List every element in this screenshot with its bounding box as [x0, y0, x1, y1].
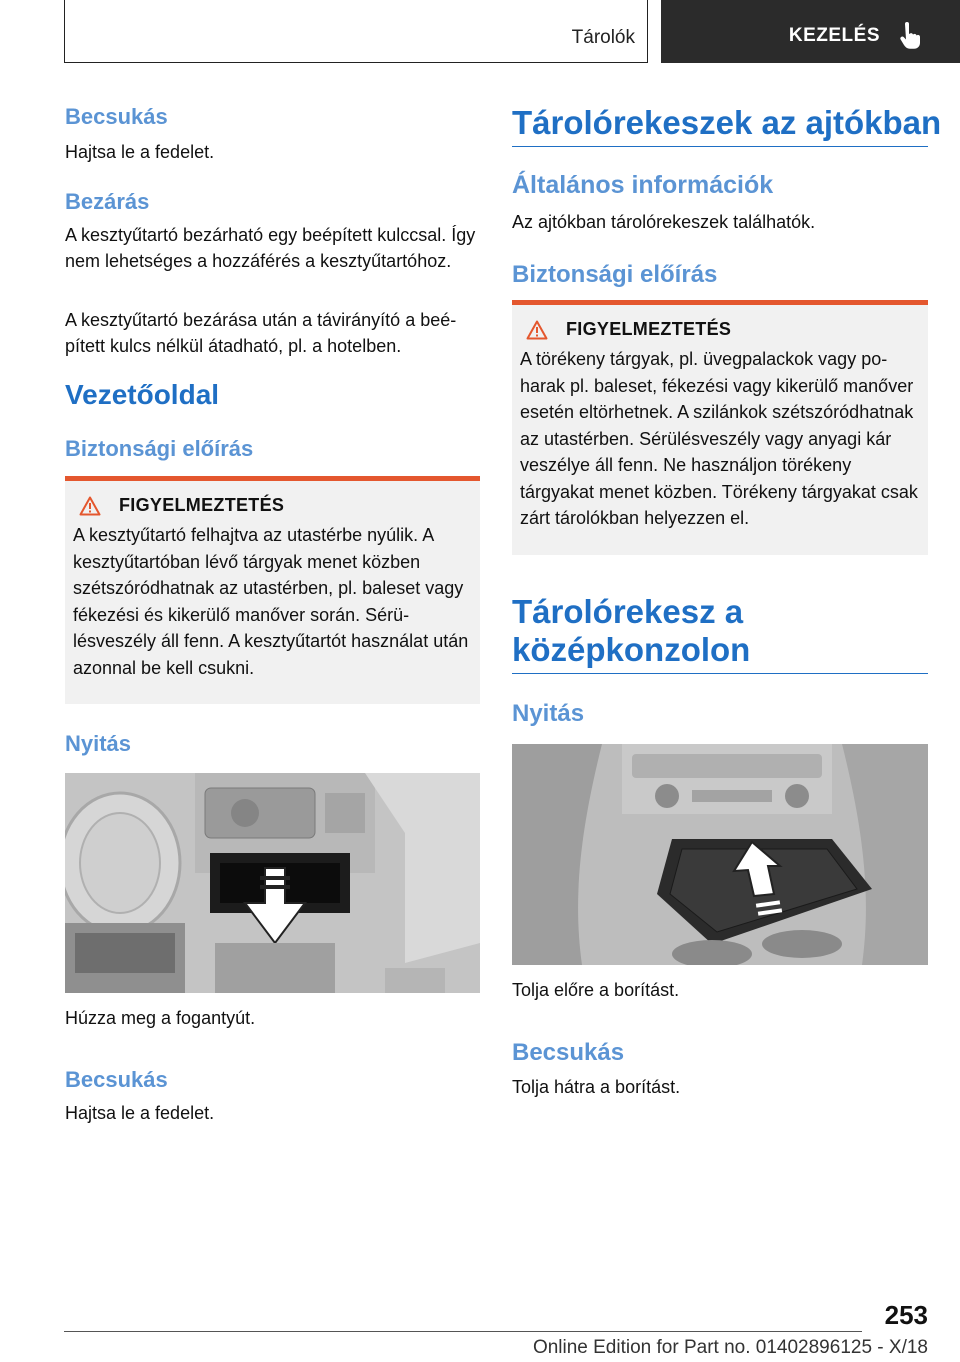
warning-label-right: FIGYELMEZTETÉS	[566, 319, 732, 339]
warning-box-right	[512, 305, 928, 555]
general-info-text: Az ajtókban tárolórekeszek találhatók.	[512, 212, 816, 232]
page-number: 253	[884, 1300, 928, 1330]
lock-text-1: A kesztyűtartó bezárható egy beépített kulccsal. Így nem lehetséges a hozzáférés a kesztyűtartóhoz.	[65, 225, 476, 271]
warning-triangle-icon	[79, 496, 101, 516]
title-rule-2	[512, 673, 928, 674]
warning-label-left: FIGYELMEZTETÉS	[119, 495, 285, 515]
open-caption-left: Húzza meg a fogantyút.	[65, 1008, 256, 1028]
lock-heading: Bezárás	[65, 189, 150, 214]
title-rule-1	[512, 146, 928, 147]
lock-text-2: A kesztyűtartó bezárása után a távirányító a beépített kulcs nélkül átadható, pl. a hotelben.	[65, 310, 457, 356]
header-section-box	[64, 0, 648, 63]
open-heading-right: Nyitás	[512, 700, 585, 727]
open-heading-left: Nyitás	[65, 731, 132, 756]
header-chapter-title: KEZELÉS	[788, 24, 880, 46]
warning-text-left: A kesztyűtartó felhajtva az utastérbe nyúlik. A kesztyűtartóban lévő tárgyak menet közben szétszóródhatnak az utastérben, pl. baleset vagy fékezési és kikerülő manőver során. Sérülésveszély áll fenn. A kesztyűtartót használat után azonnal be kell csukni.	[73, 525, 469, 678]
door-storage-title: Tárolórekeszek az ajtókban	[512, 104, 942, 141]
warning-box-left	[65, 481, 480, 704]
center-console-title-line2: középkonzolon	[512, 631, 751, 668]
warning-text-right: A törékeny tárgyak, pl. üvegpalackok vagy poharak pl. baleset, fékezési vagy kikerülő manőver esetén eltörhetnek. A szilánkok szétszóródhatnak az utastérben. Sérülésveszély vagy anyagi kár veszélye áll fenn. Ne használjon törékeny tárgyakat menet közben. Törékeny tárgyakat csak zárt tárolókban helyezzen el.	[520, 349, 918, 528]
close-heading-bottom: Becsukás	[65, 1067, 168, 1092]
header-chapter-box	[661, 0, 960, 63]
close-text-top: Hajtsa le a fedelet.	[65, 142, 215, 162]
header-section-title: Tárolók	[571, 27, 635, 48]
footer-rule	[64, 1331, 862, 1332]
safety-heading-right: Biztonsági előírás	[512, 261, 718, 288]
close-heading-top: Becsukás	[65, 104, 168, 129]
hand-pointer-icon	[898, 22, 922, 50]
glovebox-photo	[65, 773, 480, 993]
close-text-bottom: Hajtsa le a fedelet.	[65, 1103, 215, 1123]
close-heading-right: Becsukás	[512, 1039, 625, 1066]
safety-heading-left: Biztonsági előírás	[65, 436, 254, 461]
open-caption-right: Tolja előre a borítást.	[512, 980, 680, 1000]
warning-triangle-icon	[526, 320, 548, 340]
general-info-heading: Általános információk	[512, 171, 774, 199]
close-text-right: Tolja hátra a borítást.	[512, 1077, 681, 1097]
driver-side-heading: Vezetőoldal	[65, 379, 220, 410]
center-console-title-line1: Tárolórekesz a	[512, 593, 744, 630]
center-console-photo	[512, 744, 928, 965]
footer-edition: Online Edition for Part no. 01402896125 - X/18	[532, 1337, 928, 1358]
